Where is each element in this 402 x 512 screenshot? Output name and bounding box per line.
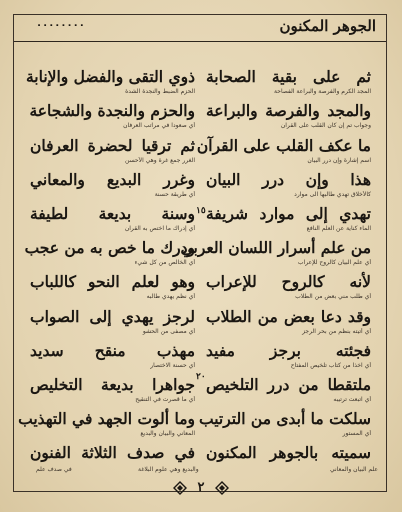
verse-text: ما عكف القلب على القرآن xyxy=(196,135,371,155)
verse-text: ثم على بقية الصحابة xyxy=(206,67,371,87)
left-column xyxy=(18,54,195,464)
footer-gloss-right: علم البيان والمعاني xyxy=(330,466,378,473)
verse-line xyxy=(30,88,195,122)
interlinear-gloss: أي نظم يهدي طالبه xyxy=(146,293,195,301)
interlinear-gloss: الحزم الضبط والنجدة الشدة xyxy=(125,88,195,96)
verse-line xyxy=(30,362,195,396)
verse-text: ملتقطا من درر التلخيص xyxy=(206,374,371,394)
verse-text: والحزم والنجدة والشجاعة xyxy=(29,101,195,121)
verse-text: وسنة بديعة لطيفة xyxy=(30,203,195,223)
interlinear-gloss: اسم إشارة وإن درر البيان xyxy=(307,156,371,164)
verse-text: لأنه كالروح للإعراب xyxy=(206,272,371,292)
verse-line xyxy=(30,293,195,327)
verse-line xyxy=(206,191,371,225)
verse-text: جواهرا بديعة التخليص xyxy=(30,374,195,394)
interlinear-gloss: أي ما قصرت في التنقيح xyxy=(135,395,195,403)
verse-text: تهدي إلى موارد شريفة xyxy=(206,203,371,223)
verse-line xyxy=(206,328,371,362)
verse-text: من علم أسرار اللسان العربي xyxy=(180,238,371,258)
page-number-block xyxy=(0,480,402,495)
verse-line xyxy=(206,157,371,191)
verse-text: ودرك ما خص به من عجب xyxy=(24,238,195,258)
interlinear-gloss: وجواب تم إن كان القلب على القرآن xyxy=(280,122,371,130)
verse-text: وهو لعلم النحو كاللباب xyxy=(30,272,195,292)
interlinear-gloss: أي صعودا في مراتب العرفان xyxy=(123,122,195,130)
interlinear-gloss: المعاني والبيان والبديع xyxy=(140,430,195,438)
verse-text: مهذب منقح سديد xyxy=(30,340,195,360)
interlinear-gloss: أي طريقة حسنة xyxy=(154,190,195,198)
verse-text: وما ألوت الجهد في التهذيب xyxy=(18,409,195,429)
interlinear-gloss: كالأخلاق تهدي طالبها الى موارد xyxy=(294,190,371,198)
verse-text: والمجد والفرصة والبراعة xyxy=(206,101,371,121)
interlinear-gloss: أي إدراك ما اختص به القرآن xyxy=(124,224,195,232)
footer-gloss-left: في صدف علم xyxy=(36,466,72,473)
ornament-left-icon xyxy=(173,481,187,495)
verse-line xyxy=(196,122,371,156)
verse-text: ذوي التقى والفضل والإنابة xyxy=(25,67,195,87)
running-title: الجوهر المكنون xyxy=(279,17,376,35)
header-dots: ٠٠٠٠٠٠٠٠ xyxy=(36,20,85,31)
verse-text: وغرر البديع والمعاني xyxy=(30,169,195,189)
verse-line xyxy=(206,362,371,396)
verse-marker-15: ١٥ xyxy=(196,206,206,216)
page-number: ٢ xyxy=(197,480,205,495)
verse-line xyxy=(30,328,195,362)
verse-line xyxy=(30,122,195,156)
interlinear-gloss: أي مصفى من الحشو xyxy=(142,327,195,335)
verse-text: هذا وإن درر البيان xyxy=(206,169,371,189)
interlinear-gloss: أي آخذا من كتاب تلخيص المفتاح xyxy=(290,361,371,369)
verse-line xyxy=(30,430,195,464)
verse-line xyxy=(206,259,371,293)
verse-marker-20: ٢٠ xyxy=(196,372,206,382)
page-header xyxy=(14,14,386,42)
interlinear-gloss: أي المستور xyxy=(342,430,371,438)
verse-text: سميته بالجوهر المكنون xyxy=(206,443,371,463)
verse-line xyxy=(206,88,371,122)
verse-text: سلكت ما أبدى من الترتيب xyxy=(199,409,371,429)
verse-text: وقد دعا بعض من الطلاب xyxy=(206,306,371,326)
ornament-right-icon xyxy=(215,481,229,495)
verse-text: لرجز يهدي إلى الصواب xyxy=(30,306,195,326)
verse-line xyxy=(30,259,195,293)
verse-text: ثم ترقيا لحضرة العرفان xyxy=(30,135,195,155)
verse-line xyxy=(30,191,195,225)
interlinear-gloss: المجد الكرم والفرصة والبراعة الفصاحة xyxy=(274,88,371,96)
footer-gloss-center: والبديع وهي علوم البلاغة xyxy=(138,466,199,473)
verse-line xyxy=(206,293,371,327)
verse-line xyxy=(18,395,195,430)
verse-line xyxy=(180,224,371,259)
verse-line xyxy=(206,430,371,464)
interlinear-gloss: أي الخالص من كل شيء xyxy=(134,259,195,267)
interlinear-gloss: الغرر جمع غرة وهي الأحسن xyxy=(125,156,195,164)
verse-text: في صدف الثلاثة الفنون xyxy=(30,443,195,463)
interlinear-gloss: الماء كناية عن العلم النافع xyxy=(306,224,371,232)
interlinear-gloss: أي حسنة الاختصار xyxy=(150,361,195,369)
verse-line xyxy=(24,224,195,259)
interlinear-gloss: أي اتبعت ترتيبه xyxy=(333,395,371,403)
verse-line xyxy=(206,54,371,88)
verse-line xyxy=(30,157,195,191)
verse-line xyxy=(25,54,195,88)
interlinear-gloss: أي علم البيان كالروح للإعراب xyxy=(297,259,371,267)
verse-text: فجئته برجز مفيد xyxy=(206,340,371,360)
verse-line xyxy=(199,395,371,430)
interlinear-gloss: أي طلب مني بعض من الطلاب xyxy=(295,293,371,301)
interlinear-gloss: أي أتيته بنظم من بحر الرجز xyxy=(302,327,371,335)
